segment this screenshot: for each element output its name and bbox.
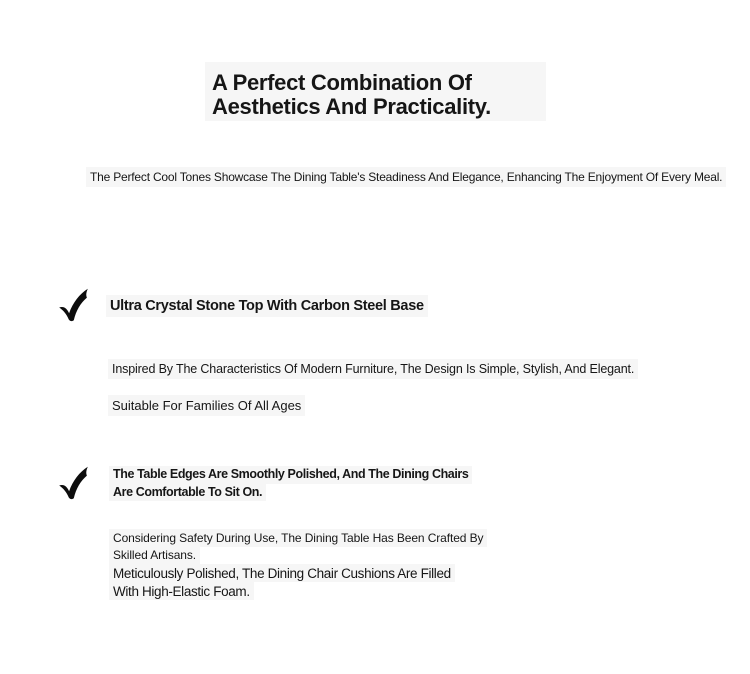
paragraph-line: Meticulously Polished, The Dining Chair Cushions Are Filled: [109, 564, 455, 582]
title-highlight-box: [205, 62, 546, 121]
subtitle: [86, 167, 726, 187]
paragraph-line: Skilled Artisans.: [109, 547, 200, 565]
feature-heading-2-line-2: Are Comfortable To Sit On.: [109, 484, 266, 502]
paragraph-line: With High-Elastic Foam.: [109, 582, 254, 600]
paragraph-line: Suitable For Families Of All Ages: [108, 395, 305, 416]
feature-1-paragraph-1: [108, 359, 638, 379]
paragraph-line: Inspired By The Characteristics Of Modern Furniture, The Design Is Simple, Stylish, And Elegant.: [108, 359, 638, 379]
page-title-line-2: Aesthetics And Practicality.: [212, 93, 491, 119]
paragraph-line: Considering Safety During Use, The Dining Table Has Been Crafted By: [109, 529, 487, 547]
feature-heading-2: [109, 466, 472, 501]
feature-heading-2-line-1: The Table Edges Are Smoothly Polished, And The Dining Chairs: [109, 466, 472, 484]
page-title-line-1: A Perfect Combination Of: [212, 70, 472, 95]
feature-heading-1: [106, 295, 428, 317]
feature-2-paragraph-1: [109, 529, 487, 564]
check-icon: [57, 288, 92, 323]
feature-heading-1-text: Ultra Crystal Stone Top With Carbon Steel Base: [106, 295, 428, 317]
page-title: [212, 71, 491, 118]
subtitle-text: The Perfect Cool Tones Showcase The Dining Table's Steadiness And Elegance, Enhancing The Enjoyment Of Every Meal.: [86, 167, 726, 187]
check-icon: [57, 466, 92, 501]
feature-1-paragraph-2: [108, 395, 305, 416]
feature-2-paragraph-2: [109, 564, 455, 600]
